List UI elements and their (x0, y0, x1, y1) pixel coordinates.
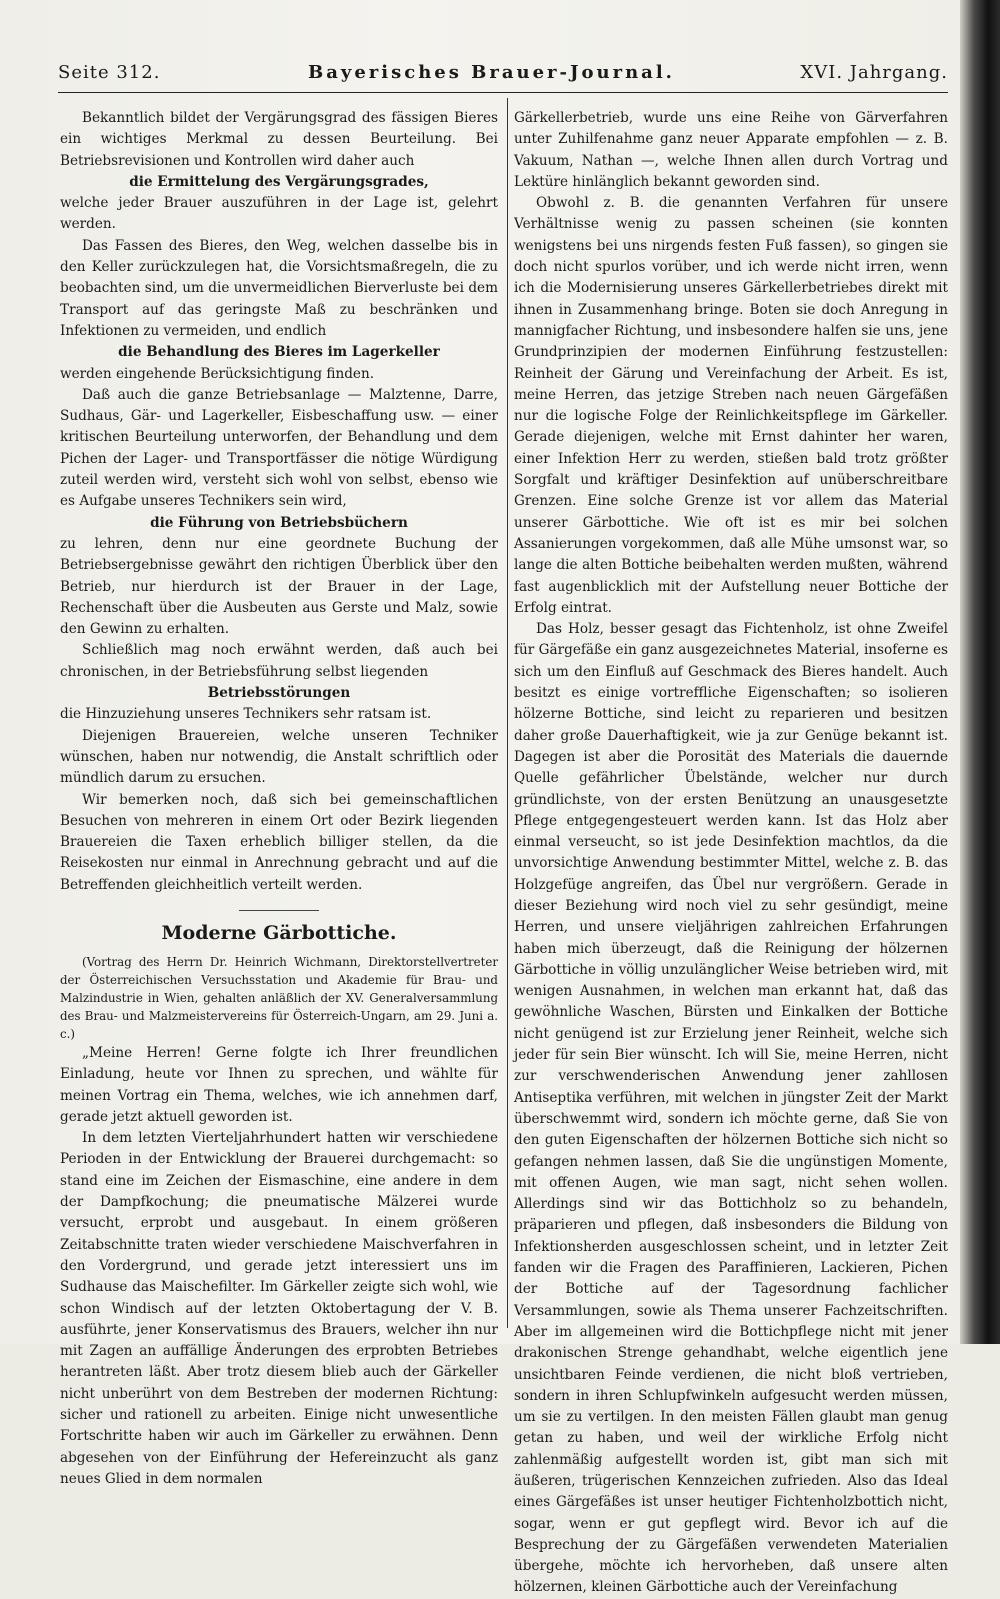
paragraph: welche jeder Brauer auszuführen in der Lage ist, gelehrt werden. (60, 195, 498, 233)
paragraph: die Hinzuziehung unseres Technikers sehr ratsam ist. (60, 706, 432, 723)
book-spine (960, 0, 1000, 1344)
paragraph: Wir bemerken noch, daß sich bei gemeinschaftlichen Besuchen von mehreren in einem Ort oder Bezirk liegenden Brauereien die Taxen erheblich billiger stellen, da die Reisekosten nur einmal in Anrechnung gebracht und auf die Betreffenden gleichheitlich verteilt werden. (60, 791, 498, 893)
header-rule (58, 92, 948, 93)
paragraph: Diejenigen Brauereien, welche unseren Techniker wünschen, haben nur notwendig, die Anstalt schriftlich oder mündlich darum zu ersuchen. (60, 727, 498, 787)
paragraph: Daß auch die ganze Betriebsanlage — Malztenne, Darre, Sudhaus, Gär- und Lagerkeller, Eisbeschaffung usw. — einer kritischen Beurteilung unterworfen, der Behandlung und dem Pichen der Lager- und Transportfässer die nötige Würdigung zuteil werden wird, versteht sich wohl von selbst, ebenso wie es Aufgabe unseres Technikers sein wird, (60, 386, 498, 510)
article-heading: Moderne Gärbottiche. (161, 921, 397, 944)
paragraph: Obwohl z. B. die genannten Verfahren für unsere Verhältnisse wenig zu passen scheinen (sie konnten wenigstens bei uns nirgends festen Fuß fassen), so gingen sie doch nicht spurlos vorüber, und ich werde nicht irren, wenn ich die Modernisierung unseres Gärkellerbetriebes direkt mit ihnen in Zusammenhang bringe. Boten sie doch Anregung in mannigfacher Richtung, und insbesondere halfen sie uns, jene Grundprinzipien der modernen Einführung festzustellen: Reinheit der Gärung und Vereinfachung der Arbeit. Es ist, meine Herren, das jetzige Streben nach neuen Gärgefäßen nur die logische Folge der Reinlichkeitspflege im Gärkeller. Gerade diejenigen, welche mit Ernst dahinter her waren, einer Infektion Herr zu werden, stießen bald trotz größter Sorgfalt und kräftiger Desinfektion auf unüberschreitbare Grenzen. Eine solche Grenze ist vor allem das Material unserer Gärbottiche. Wie oft ist es mir bei solchen Assanierungen vorgekommen, daß alle Mühe umsonst war, so lange die alten Bottiche beibehalten werden mußten, während fast augenblicklich mit der Aufstellung neuer Bottiche der Erfolg eintrat. (514, 195, 948, 616)
paragraph: „Meine Herren! Gerne folgte ich Ihrer freundlichen Einladung, heute vor Ihnen zu sprechen, und wählte für meinen Vortrag ein Thema, welches, wie ich annehmen darf, gerade jetzt aktuell geworden ist. (60, 1044, 498, 1125)
paragraph: zu lehren, denn nur eine geordnete Buchung der Betriebsergebnisse gewährt den richtigen Überblick über den Betrieb, nur hierdurch ist der Brauer in der Lage, Rechenschaft über die Ausbeuten aus Gerste und Malz, sowie den Gewinn zu erhalten. (60, 535, 498, 638)
left-column (60, 108, 498, 1487)
volume-year: XVI. Jahrgang. (800, 62, 948, 83)
centered-line: die Führung von Betriebsbüchern (150, 514, 408, 531)
right-column (514, 108, 948, 1596)
paragraph: In dem letzten Vierteljahrhundert hatten wir verschiedene Perioden in der Entwicklung der Brauerei durchgemacht: so stand eine im Zeichen der Eismaschine, eine andere in dem der Dampfkochung; die pneumatische Mälzerei wurde versucht, erprobt und ausgebaut. In einem größeren Zeitabschnitte traten wieder verschiedene Maischverfahren in den Vordergrund, und gerade jetzt interessiert uns im Sudhause das Maischefilter. Im Gärkeller zeigte sich wohl, wie schon Windisch auf der letzten Oktobertagung der V. B. ausführte, jener Konservatismus des Brauers, welcher ihn nur mit Zagen an auffällige Änderungen des erprobten Betriebes herantreten läßt. Aber trotz diesem blieb auch der Gärkeller nicht unberührt von dem Bestreben der modernen Richtung: sicher und rationell zu arbeiten. Einige nicht unwesentliche Fortschritte haben wir auch im Gärkeller zu erwähnen. Denn abgesehen von der Einführung der Hefereinzucht als ganz neues Glied in dem normalen (60, 1130, 498, 1487)
page-number: Seite 312. (58, 62, 161, 83)
paragraph: Das Fassen des Bieres, den Weg, welchen dasselbe bis in den Keller zurückzulegen hat, die Vorsichtsmaßregeln, die zu beobachten sind, um die unvermeidlichen Bierverluste bei dem Transport auf das geringste Maß zu beschränken und Infektionen zu vermeiden, und endlich (60, 237, 498, 339)
paragraph: werden eingehende Berücksichtigung finden. (60, 365, 375, 382)
centered-line: die Ermittelung des Vergärungsgrades, (129, 173, 429, 190)
paragraph: Das Holz, besser gesagt das Fichtenholz, ist ohne Zweifel für Gärgefäße ein ganz ausgezeichnetes Material, insoferne es sich um den Einfluß auf Geschmack des Bieres handelt. Auch besitzt es einige vortreffliche Eigenschaften; so isolieren hölzerne Bottiche, sind leicht zu reparieren und besitzen daher große Dauerhaftigkeit, wie ja zur Genüge bekannt ist. Dagegen ist aber die Porosität des Materials die dauernde Quelle gefährlicher Übelstände, welcher nur durch gründlichste, von der ersten Benützung an unausgesetzte Pflege entgegengesteuert werden kann. Ist das Holz aber einmal verseucht, so ist jede Desinfektion machtlos, da die unvorsichtige Anwendung bestimmter Mittel, welche z. B. das Holzgefüge angreifen, das Übel nur vergrößern. Gerade in dieser Beziehung wird noch viel zu sehr gesündigt, meine Herren, und unsere vieljährigen zahlreichen Erfahrungen haben mich überzeugt, daß die Reinigung der hölzernen Gärbottiche in völlig unzulänglicher Weise betrieben wird, mit wenigen Ausnahmen, in welchen man erkannt hat, daß das gewöhnliche Waschen, Bürsten und Einkalken der Bottiche nicht genügend ist zur Erzielung jener Reinheit, welche sich jeder für sein Bier wünscht. Ich will Sie, meine Herren, nicht zur verschwenderischen Anwendung jener zahllosen Antiseptika verführen, mit welchen in jüngster Zeit der Markt überschwemmt wird, sondern ich möchte gerne, daß Sie von den guten Eigenschaften der hölzernen Bottiche sich nicht so gefangen nehmen lassen, daß Sie die ungünstigen Momente, mit offenen Augen, wie man sagt, nicht sehen wollen. Allerdings sind wir das Bottichholz so zu behandeln, präparieren und pflegen, daß insbesonders die Bildung von Infektionsherden ausgeschlossen scheint, und in letzter Zeit fanden wir die Fragen des Paraffinieren, Lackieren, Pichen der Bottiche auf der Tagesordnung fachlicher Versammlungen, sowie als Thema unserer Fachzeitschriften. Aber im allgemeinen wird die Bottichpflege nicht mit jener drakonischen Strenge gehandhabt, welche eigentlich jene unsichtbaren Feinde verdienen, die nicht bloß vertrieben, sondern in ihren Schlupfwinkeln aufgesucht werden müssen, um sie zu vertilgen. In den meisten Fällen glaubt man genug getan zu haben, und weil der wirkliche Erfolg nicht zahlenmäßig aufgestellt worden ist, gibt man sich mit äußeren, trügerischen Kennzeichen zufrieden. Also das Ideal eines Gärgefäßes ist unser heutiger Fichtenholzbottich nicht, sogar, wenn er gut gepflegt wird. Bevor ich auf die Besprechung der zu Gärgefäßen verwendeten Materialien übergehe, möchte ich hervorheben, daß unsere alten hölzernen, kleinen Gärbottiche auch der Vereinfachung (514, 621, 948, 1596)
centered-line: Betriebsstörungen (207, 685, 351, 702)
journal-title: Bayerisches Brauer-Journal. (308, 62, 675, 83)
section-separator (239, 910, 319, 911)
centered-line: die Behandlung des Bieres im Lagerkeller (118, 344, 440, 361)
paragraph: Schließlich mag noch erwähnt werden, daß auch bei chronischen, in der Betriebsführung selbst liegenden (60, 642, 498, 680)
paragraph: Bekanntlich bildet der Vergärungsgrad des fässigen Bieres ein wichtiges Merkmal zu dessen Beurteilung. Bei Betriebsrevisionen und Kontrollen wird daher auch (60, 110, 498, 169)
column-divider (507, 98, 508, 1328)
page-header (58, 60, 948, 90)
paragraph: Gärkellerbetrieb, wurde uns eine Reihe von Gärverfahren unter Zuhilfenahme ganz neuer Apparate empfohlen — z. B. Vakuum, Nathan —, welche Ihnen allen durch Vortrag und Lektüre hinlänglich bekannt geworden sind. (514, 110, 948, 190)
article-subtitle: (Vortrag des Herrn Dr. Heinrich Wichmann, Direktorstellvertreter der Österreichischen Versuchsstation und Akademie für Brau- und Malzindustrie in Wien, gehalten anläßlich der XV. Generalversammlung des Brau- und Malzmeistervereins für Österreich-Ungarn, am 29. Juni a. c.) (60, 954, 498, 1041)
